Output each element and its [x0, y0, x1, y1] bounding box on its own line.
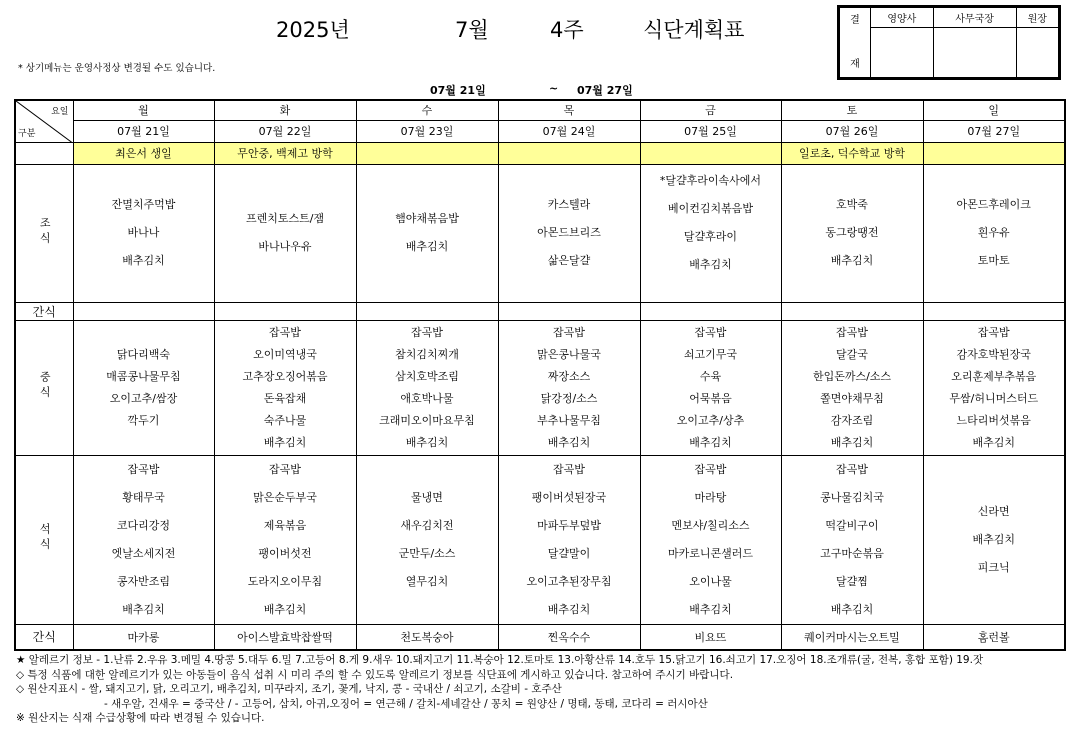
dinner-cell: 잡곡밥 마라탕 멘보샤/칠리소스 마카로니콘샐러드 오이나물 배추김치: [640, 455, 781, 624]
breakfast-cell: 아몬드후레이크 흰우유 토마토: [923, 164, 1065, 302]
snack-am-cell: [923, 302, 1065, 320]
origin-info-continued: - 새우알, 건새우 = 중국산 / - 고등어, 삼치, 아귀,오징어 = 연근해 / 갈치-세네갈산 / 꽁치 = 원양산 / 명태, 동태, 코다리 = 러시아산: [104, 697, 708, 710]
day-name: 일: [923, 100, 1065, 120]
day-name: 화: [214, 100, 356, 120]
breakfast-cell: 프렌치토스트/잼 바나나우유: [214, 164, 356, 302]
snack-pm-cell: 홈런볼: [923, 624, 1065, 650]
meal-label-breakfast: 조식: [15, 164, 73, 302]
approval-role: 사무국장: [933, 8, 1016, 28]
dinner-cell: 잡곡밥 맑은순두부국 제육볶음 팽이버섯전 도라지오이무침 배추김치: [214, 455, 356, 624]
menu-change-notice: * 상기메뉴는 운영사정상 변경될 수도 있습니다.: [18, 63, 216, 74]
dinner-cell: 물냉면 새우김치전 군만두/소스 열무김치: [356, 455, 498, 624]
allergy-info: ★ 알레르기 정보 - 1.난류 2.우유 3.메밀 4.땅콩 5.대두 6.밀 7.고등어 8.게 9.새우 10.돼지고기 11.복숭아 12.토마토 13.아황산류 14.호두 15.닭고기 16.쇠고기 17.오징어 18.조개류(굴, 전복, 홍합 포함) 19.잣: [16, 654, 984, 666]
lunch-cell: 잡곡밥 맑은콩나물국 짜장소스 닭강정/소스 부추나물무침 배추김치: [498, 320, 640, 455]
allergy-notice: ◇ 특정 식품에 대한 알레르기가 있는 아동들이 음식 섭취 시 미리 주의 할 수 있도록 알레르기 정보를 식단표에 게시하고 있습니다. 참고하여 주시기 바랍니다.: [16, 668, 734, 681]
snack-pm-cell: 천도복숭아: [356, 624, 498, 650]
meal-label-lunch: 중식: [15, 320, 73, 455]
corner-day-label: 요일: [51, 107, 69, 117]
approval-role: 원장: [1016, 8, 1059, 28]
day-event: 무안중, 백제고 방학: [214, 142, 356, 164]
day-name: 토: [781, 100, 923, 120]
title-name: 식단계획표: [643, 18, 745, 42]
day-date: 07월 23일: [356, 120, 498, 142]
day-name: 금: [640, 100, 781, 120]
snack-am-cell: [781, 302, 923, 320]
breakfast-cell: 카스텔라 아몬드브리즈 삶은달걀: [498, 164, 640, 302]
period-separator: ~: [549, 82, 559, 95]
snack-am-cell: [214, 302, 356, 320]
day-date: 07월 25일: [640, 120, 781, 142]
meal-label-snack-pm: 간식: [15, 624, 73, 650]
snack-pm-cell: 찐옥수수: [498, 624, 640, 650]
day-name: 월: [73, 100, 214, 120]
origin-note: ※ 원산지는 식재 수급상황에 따라 변경될 수 있습니다.: [16, 712, 265, 724]
lunch-cell: 잡곡밥 쇠고기무국 수육 어묵볶음 오이고추/상추 배추김치: [640, 320, 781, 455]
day-date: 07월 21일: [73, 120, 214, 142]
event-row-label: [15, 142, 73, 164]
dinner-cell: 잡곡밥 팽이버섯된장국 마파두부덮밥 달걀말이 오이고추된장무침 배추김치: [498, 455, 640, 624]
lunch-cell: 닭다리백숙 매콤콩나물무침 오이고추/쌈장 깍두기: [73, 320, 214, 455]
breakfast-cell: 잔멸치주먹밥 바나나 배추김치: [73, 164, 214, 302]
approval-role: 영양사: [871, 8, 934, 28]
snack-am-cell: [356, 302, 498, 320]
meal-plan-table: [14, 99, 1066, 651]
origin-info: ◇ 원산지표시 - 쌀, 돼지고기, 닭, 오리고기, 배추김치, 미꾸라지, 조기, 꽃게, 낙지, 콩 - 국내산 / 쇠고기, 소갈비 - 호주산: [16, 683, 562, 695]
period-start: 07월 21일: [430, 84, 486, 97]
day-date: 07월 24일: [498, 120, 640, 142]
title-month: 7월: [455, 18, 489, 42]
footer-notes: [16, 653, 1066, 726]
title-year: 2025년: [276, 18, 350, 42]
dinner-cell: 잡곡밥 황태무국 코다리강정 엣날소세지전 콩자반조림 배추김치: [73, 455, 214, 624]
snack-pm-cell: 비요뜨: [640, 624, 781, 650]
day-event: [640, 142, 781, 164]
day-date: 07월 22일: [214, 120, 356, 142]
meal-label-dinner: 석식: [15, 455, 73, 624]
breakfast-cell: *달걀후라이속사에서 베이컨김치볶음밥 달걀후라이 배추김치: [640, 164, 781, 302]
lunch-cell: 잡곡밥 감자호박된장국 오리훈제부추볶음 무쌈/허니머스터드 느타리버섯볶음 배추김치: [923, 320, 1065, 455]
table-corner-header: [15, 100, 73, 142]
lunch-cell: 잡곡밥 오이미역냉국 고추장오징어볶음 돈육잡채 숙주나물 배추김치: [214, 320, 356, 455]
day-event: 최은서 생일: [73, 142, 214, 164]
signature-box: [871, 28, 934, 78]
snack-pm-cell: 아이스발효박찹쌀떡: [214, 624, 356, 650]
meal-label-snack-am: 간식: [15, 302, 73, 320]
breakfast-cell: 햄야채볶음밥 배추김치: [356, 164, 498, 302]
period-end: 07월 27일: [577, 84, 633, 97]
day-event: [498, 142, 640, 164]
dinner-cell: 잡곡밥 콩나물김치국 떡갈비구이 고구마순볶음 달걀찜 배추김치: [781, 455, 923, 624]
breakfast-cell: 호박죽 동그랑땡전 배추김치: [781, 164, 923, 302]
day-name: 목: [498, 100, 640, 120]
snack-pm-cell: 마카롱: [73, 624, 214, 650]
snack-pm-cell: 퀘이커마시는오트밀: [781, 624, 923, 650]
signature-box: [1016, 28, 1059, 78]
approval-box: [837, 5, 1061, 80]
lunch-cell: 잡곡밥 참치김치찌개 삼치호박조림 애호박나물 크래미오이마요무침 배추김치: [356, 320, 498, 455]
snack-am-cell: [498, 302, 640, 320]
snack-am-cell: [73, 302, 214, 320]
day-event: [923, 142, 1065, 164]
day-event: 일로초, 덕수학교 방학: [781, 142, 923, 164]
approval-side-label: 결 재: [840, 8, 871, 78]
dinner-cell: 신라면 배추김치 피크닉: [923, 455, 1065, 624]
day-date: 07월 26일: [781, 120, 923, 142]
signature-box: [933, 28, 1016, 78]
day-event: [356, 142, 498, 164]
day-date: 07월 27일: [923, 120, 1065, 142]
snack-am-cell: [640, 302, 781, 320]
lunch-cell: 잡곡밥 달갈국 한입돈까스/소스 쫄면야채무침 감자조림 배추김치: [781, 320, 923, 455]
corner-type-label: 구분: [18, 128, 36, 139]
day-name: 수: [356, 100, 498, 120]
title-week: 4주: [550, 18, 584, 42]
